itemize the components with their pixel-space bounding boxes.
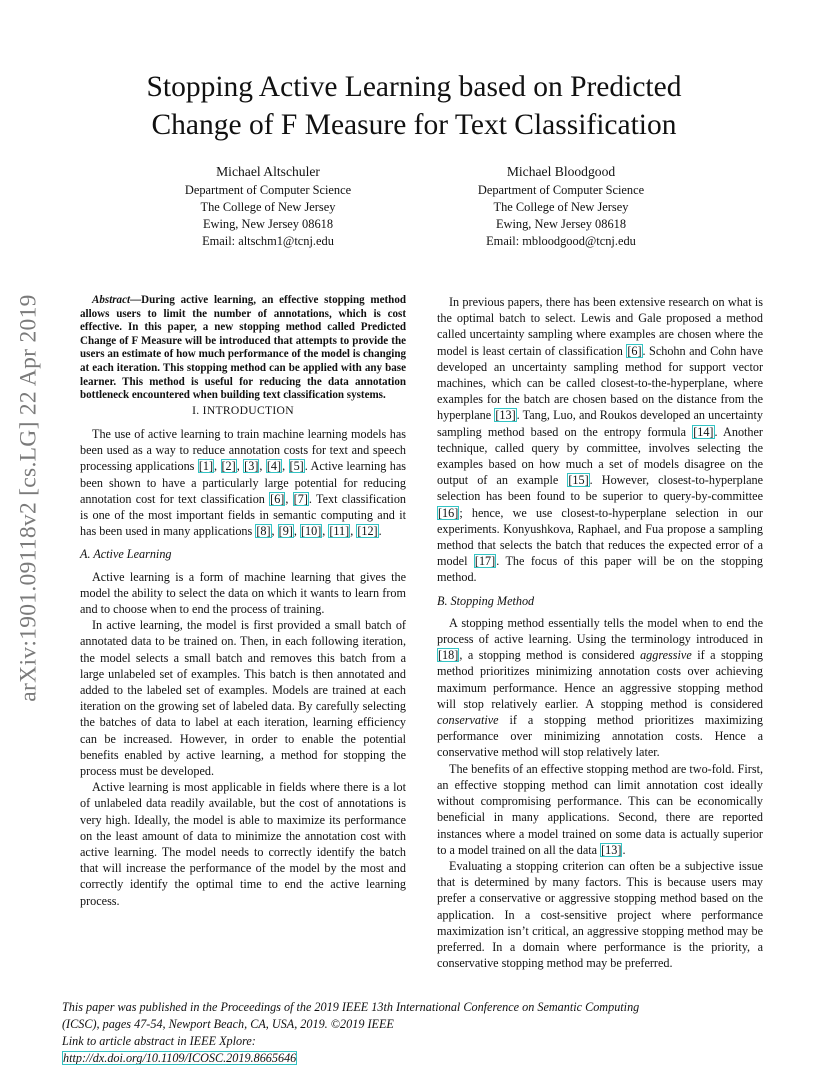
footnote-line-2: (ICSC), pages 47-54, Newport Beach, CA, USA, 2019. ©2019 IEEE [62,1017,394,1031]
active-learning-paragraph-1: Active learning is a form of machine learning that gives the model the ability to select the data on which it wants to learn from and to choose when to end the process of training. [80,569,406,616]
author-department: Department of Computer Science [184,183,352,197]
text-run: . Text classification is one of the most important fields in semantic computing and it has been used in many applications [80,491,407,539]
section-heading-introduction: I. INTRODUCTION [192,403,294,417]
author-name: Michael Altschuler [216,164,320,179]
text-run: if a stopping method prioritizes maximizing performance over minimizing annotation costs. Hence a conservative method will stop relatively later. [437,713,763,760]
text-run: . The focus of this paper will be on the stopping method. [437,554,763,585]
footnote-line-3 [62,1033,762,1067]
text-run: , a stopping method is considered [459,648,641,663]
citation-link[interactable]: [16] [438,505,459,520]
publication-footnote [62,999,762,1067]
text-run: . Active learning has been shown to have a particularly large potential for reducing annotation cost for text classification [80,459,406,506]
active-learning-paragraph-3: Active learning is most applicable in fields where there is a lot of unlabeled data readily available, but the cost of annotations is very high. Ideally, the model is able to maximize its performance on the least amount of data to minimize the annotation cost with active learning. The model needs to correctly identify the batch that will increase the performance of the model by the most and correctly identify the optimal time to end the active learning process. [80,780,406,908]
paper-title [60,68,768,144]
subsection-heading-stopping-method: B. Stopping Method [437,593,535,608]
right-column [437,294,763,971]
title-line-2: Change of F Measure for Text Classification [151,109,677,141]
text-run: In previous papers, there has been extensive research on what is the optimal batch to select. Lewis and Gale proposed a method called uncertainty sampling where examples are chosen where the model is least certain of classification [437,295,763,358]
term-conservative: conservative [437,713,499,728]
text-run: , [293,524,300,539]
footnote-line-1: This paper was published in the Proceedings of the 2019 IEEE 13th International Conference on Semantic Computing [62,1000,640,1014]
text-run: A stopping method essentially tells the model when to end the process of active learning. Using the terminology introduced in [437,615,763,647]
text-run: . Tang, Luo, and Roukos developed an uncertainty sampling method based on the entropy formula [437,408,763,439]
text-run: if a stopping method prioritizes minimizing annotation costs over achieving maximum performance. Hence an aggressive stopping method will stop relatively earlier. A stopping method is considered [437,648,763,711]
arxiv-stamp [14,258,44,738]
text-run: The benefits of an effective stopping method are two-fold. First, an effective stopping method can limit annotation cost ideally without compromising performance. This can be economically beneficial in many applications. Second, there are reported instances where a model trained on some data is actually superior to a model trained on all the data [437,761,763,857]
citation-link[interactable]: [15] [568,473,589,488]
author-email: Email: mbloodgood@tcnj.edu [486,234,636,248]
author-location: Ewing, New Jersey 08618 [202,217,334,231]
citation-link[interactable]: [9] [278,524,293,539]
citation-link[interactable]: [11] [329,524,350,539]
text-run: . Another technique, called query by committee, involves selecting the examples based on how much a set of models disagree on the output of an example [437,424,763,488]
stopping-method-paragraph-2 [437,761,763,858]
author-institution: The College of New Jersey [493,200,629,214]
stopping-method-paragraph-1 [437,615,763,761]
author-block-1 [128,163,408,250]
text-run: ; hence, we use closest-to-hyperplane selection in our experiments. Konyushkova, Raphael, and Fua propose a sampling method that selects the batch that reduces the expected error of a model [437,505,763,569]
intro-paragraph-1 [80,426,406,539]
citation-link[interactable]: [18] [438,648,459,663]
stopping-method-paragraph-3: Evaluating a stopping criterion can often be a subjective issue that is determined by many factors. This is because users may prefer a conservative or aggressive stopping method based on the application. In a cost-sensitive project where performance maximization isn’t critical, an aggressive stopping method may be preferred. In a domain where performance is the priority, a conservative stopping method may be preferred. [437,858,763,971]
title-line-1: Stopping Active Learning based on Predicted [146,71,682,103]
author-location: Ewing, New Jersey 08618 [495,217,627,231]
left-column [80,294,406,909]
author-name: Michael Bloodgood [506,164,616,179]
text-run: , [285,491,293,506]
text-run: , [322,524,329,539]
text-run: . [622,842,626,857]
text-run: The use of active learning to train machine learning models has been used as a way to reduce annotation costs for text and speech processing applications [80,426,406,474]
citation-link[interactable]: [3] [244,459,259,474]
citation-link[interactable]: [14] [693,424,714,439]
text-run: , [259,459,266,474]
citation-link[interactable]: [4] [266,459,282,474]
text-run: . [378,524,382,539]
text-run: , [236,459,244,474]
citation-link[interactable]: [10] [300,524,322,539]
author-block-2 [421,163,701,250]
text-run: , [214,459,221,474]
citation-link[interactable]: [2] [221,459,236,474]
related-work-paragraph [437,294,763,586]
citation-link[interactable]: [7] [293,491,308,506]
author-email: Email: altschm1@tcnj.edu [202,234,334,248]
arxiv-identifier[interactable]: arXiv:1901.09118v2 [cs.LG] 22 Apr 2019 [15,294,42,702]
text-run: , [350,524,357,539]
citation-link[interactable]: [6] [627,343,642,358]
text-run: . Schohn and Cohn have developed an uncertainty sampling method for support vector machines, which can be called closest-to-the-hyperplane, where examples for the batch are chosen based on the distance from the hyperplane [437,343,764,423]
text-run: , [282,459,289,474]
citation-link[interactable]: [8] [256,524,271,539]
text-run: . However, closest-to-hyperplane selection has been found to be superior to query-by-committee [437,473,763,504]
author-institution: The College of New Jersey [200,200,336,214]
abstract-text: —During active learning, an effective stopping method allows users to limit the number of annotations, which is cost effective. In this paper, a new stopping method called Predicted Change of F Measure will be introduced that attempts to provide the users an estimate of how much performance of the model is changing at each iteration. This stopping method can be applied with any base learner. This method is useful for reducing the data annotation bottleneck encountered when building text classification systems. [80,294,406,402]
citation-link[interactable]: [1] [198,459,214,474]
citation-link[interactable]: [5] [289,459,304,474]
text-run: , [271,524,278,539]
citation-link[interactable]: [13] [601,842,622,857]
active-learning-paragraph-2: In active learning, the model is first provided a small batch of annotated data to be trained on. Then, in each following iteration, the model selects a small batch and removes this batch from a large unlabeled set of examples. This batch is then annotated and added to the labeled set of examples. Models are trained at each iteration on the growing set of labeled data. By carefully selecting the batches of data to label at each iteration, learning efficiency can be increased. However, in order to enable the potential benefits enabled by active learning, a method for stopping the process must be developed. [80,618,406,779]
doi-link[interactable]: http://dx.doi.org/10.1109/ICOSC.2019.8665646 [63,1051,297,1065]
citation-link[interactable]: [13] [495,408,516,423]
abstract [80,294,406,403]
abstract-label: Abstract [92,294,131,306]
citation-link[interactable]: [12] [357,524,378,539]
citation-link[interactable]: [17] [474,554,496,569]
footnote-link-prefix: Link to article abstract in IEEE Xplore: [62,1034,256,1048]
subsection-heading-active-learning: A. Active Learning [80,547,172,562]
author-department: Department of Computer Science [477,183,645,197]
term-aggressive: aggressive [640,648,692,663]
citation-link[interactable]: [6] [270,491,285,506]
